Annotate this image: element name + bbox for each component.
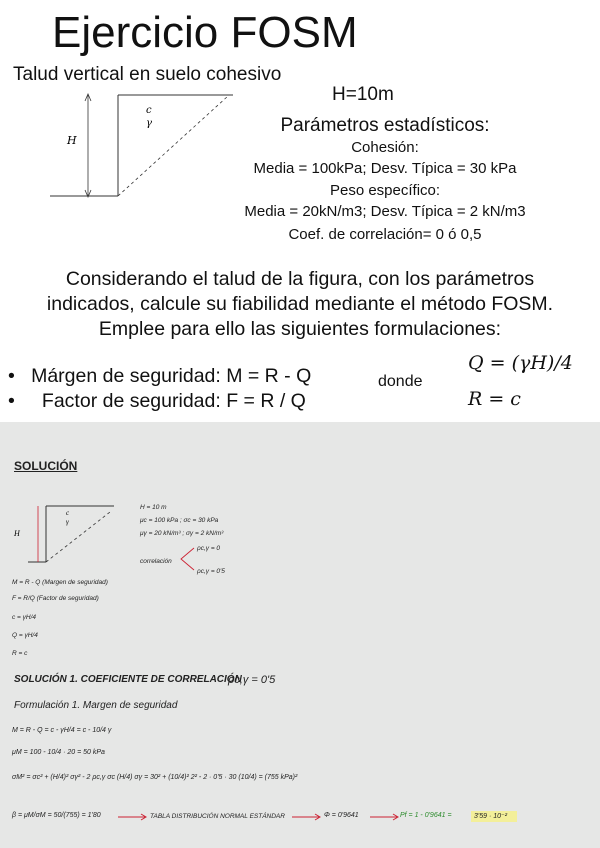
sol-eq-4-pf: Pf = 1 - 0'9641 = [400, 812, 452, 819]
formulation-1-title: Formulación 1. Margen de seguridad [14, 700, 178, 711]
solution-1-title: SOLUCIÓN 1. COEFICIENTE DE CORRELACIÓN [14, 674, 242, 685]
peso-values: Media = 20kN/m3; Desv. Típica = 2 kN/m3 [244, 203, 526, 220]
donde-label: donde [378, 373, 423, 390]
sol-corr-label: correlación [140, 558, 172, 565]
sketch-label-H: H [14, 529, 20, 538]
peso-label: Peso específico: [329, 182, 441, 199]
subtitle: Talud vertical en suelo cohesivo [13, 64, 282, 85]
sketch-label-c: c [66, 509, 70, 517]
solution-1-rho: ρc,γ = 0'5 [228, 674, 276, 686]
handwritten-solution-panel [0, 422, 600, 848]
statement-line-3: Emplee para ello las siguientes formulaciones: [98, 318, 502, 340]
bullet-factor-text: Factor de seguridad: F = R / Q [41, 390, 306, 412]
sol-eq-2: μM = 100 - 10/4 · 20 = 50 kPa [12, 749, 105, 756]
sol-eq-4-result: 3'59 · 10⁻² [474, 813, 508, 820]
sol-def-q: Q = γH/4 [12, 632, 38, 639]
sol-eq-4-lhs: β = μM/σM = 50/(755) = 1'80 [12, 812, 101, 819]
cohesion-values: Media = 100kPa; Desv. Típica = 30 kPa [253, 160, 517, 177]
statement-line-1: Considerando el talud de la figura, con los parámetros [65, 268, 535, 290]
r-formula: R = c [468, 388, 521, 410]
arrow-1 [118, 812, 148, 822]
corr-bracket [178, 546, 196, 572]
sol-data-h: H = 10 m [140, 504, 167, 511]
label-H: H [67, 134, 77, 147]
sol-def-f: F = R/Q (Factor de seguridad) [12, 595, 99, 602]
sol-corr-0: ρc,γ = 0 [197, 545, 221, 552]
params-title: Parámetros estadísticos: [280, 115, 490, 136]
q-formula: Q = (γH)/4 [468, 352, 573, 374]
sol-def-r: R = c [12, 650, 28, 657]
bullet-margin: • Márgen de seguridad: M = R - Q [8, 365, 312, 387]
solution-title: SOLUCIÓN [14, 459, 78, 473]
sol-eq-1: M = R - Q = c - γH/4 = c - 10/4 γ [12, 727, 112, 734]
bullet-margin-text: Márgen de seguridad: M = R - Q [31, 365, 312, 387]
sol-data-g: μγ = 20 kN/m³ ; σγ = 2 kN/m³ [140, 530, 224, 537]
sol-data-c: μc = 100 kPa ; σc = 30 kPa [140, 517, 219, 524]
correlation-coef: Coef. de correlación= 0 ó 0,5 [288, 226, 482, 243]
label-c: c [146, 105, 152, 116]
solution-slope-sketch [10, 500, 130, 570]
bullet-factor: • Factor de seguridad: F = R / Q [8, 390, 306, 412]
sol-corr-05: ρc,γ = 0'5 [197, 568, 225, 575]
sol-eq-3: σM² = σc² + (H/4)² σγ² - 2 ρc,γ σc (H/4) σγ = 30² + (10/4)² 2² - 2 · 0'5 · 30 (10/4) = (755 kPa)² [12, 774, 298, 781]
height-value: H=10m [332, 84, 394, 105]
page-title: Ejercicio FOSM [52, 8, 358, 57]
sol-eq-4-phi: Φ = 0'9641 [324, 812, 359, 819]
problem-statement-panel [0, 0, 600, 422]
arrow-2 [292, 812, 322, 822]
statement-line-2: indicados, calcule su fiabilidad mediante el método FOSM. [46, 293, 554, 315]
sol-def-c: c = γH/4 [12, 614, 37, 621]
cohesion-label: Cohesión: [351, 139, 419, 156]
label-gamma: γ [146, 118, 152, 129]
arrow-3 [370, 812, 400, 822]
sketch-label-gamma: γ [66, 518, 69, 526]
sol-eq-4-table: TABLA DISTRIBUCIÓN NORMAL ESTÁNDAR [150, 813, 285, 820]
sol-def-m: M = R - Q (Margen de seguridad) [12, 579, 108, 586]
